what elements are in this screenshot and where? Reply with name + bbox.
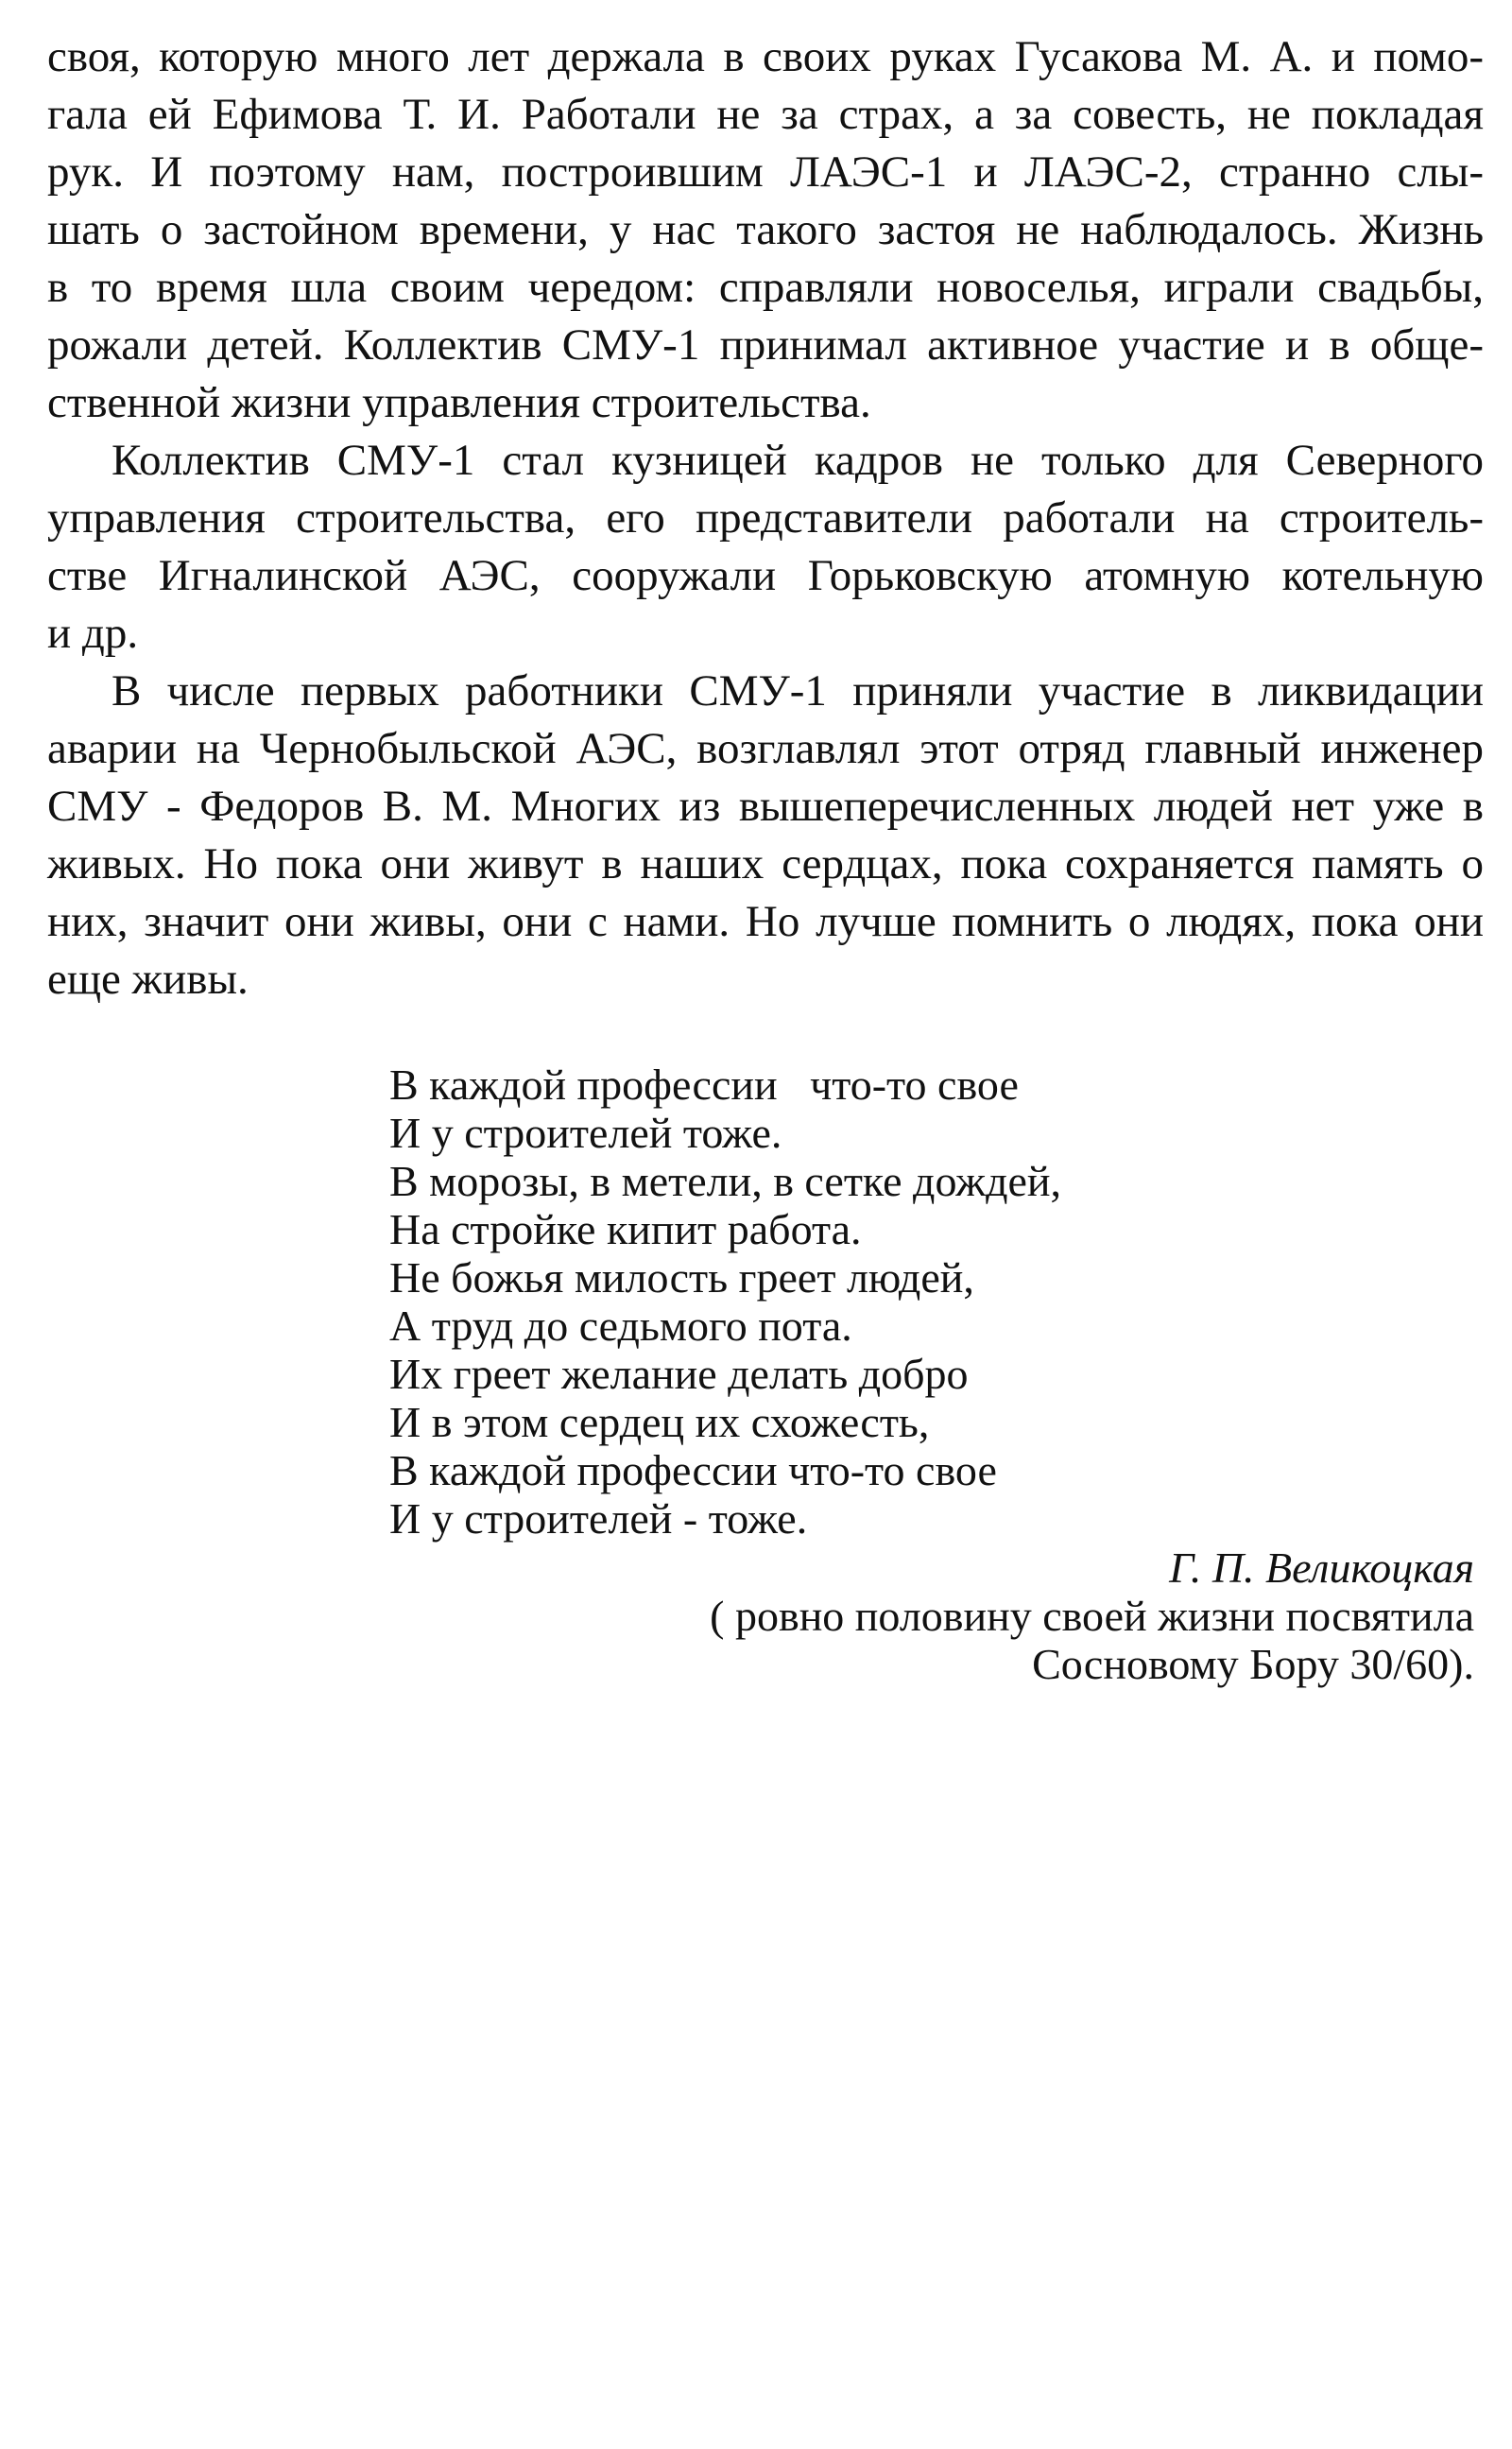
text-line: живых. Но пока они живут в наших сердцах, пока сохраняется память о <box>47 839 1484 888</box>
text-line: в то время шла своим чередом: справляли новоселья, играли свадьбы, <box>47 263 1484 312</box>
poem-line: В каждой профессии что-то свое <box>389 1446 997 1494</box>
poem-line: На стройке кипит работа. <box>389 1205 862 1253</box>
poem-line: В морозы, в метели, в сетке дождей, <box>389 1157 1062 1205</box>
text-line: и др. <box>47 609 139 658</box>
text-line: шать о застойном времени, у нас такого застоя не наблюдалось. Жизнь <box>47 205 1484 254</box>
text-line: рожали детей. Коллектив СМУ-1 принимал активное участие и в обще- <box>47 320 1484 370</box>
text-line: своя, которую много лет держала в своих руках Гусакова М. А. и помо- <box>47 32 1484 81</box>
poem-line: В каждой профессии что-то свое <box>389 1061 1019 1109</box>
poem-line: И у строителей - тоже. <box>389 1494 808 1543</box>
poem-line: И у строителей тоже. <box>389 1109 782 1157</box>
text-line: еще живы. <box>47 955 249 1004</box>
text-line: Коллектив СМУ-1 стал кузницей кадров не только для Северного <box>112 436 1484 485</box>
author-note-line: Сосновому Бору 30/60). <box>1032 1640 1474 1688</box>
text-line: стве Игналинской АЭС, сооружали Горьковскую атомную котельную <box>47 551 1484 600</box>
text-line: СМУ - Федоров В. М. Многих из вышеперечисленных людей нет уже в <box>47 782 1484 831</box>
prose-body <box>47 28 1484 1009</box>
text-line: них, значит они живы, они с нами. Но лучше помнить о людях, пока они <box>47 897 1484 946</box>
poem-line: Не божья милость греет людей, <box>389 1253 974 1302</box>
text-line: рук. И поэтому нам, построившим ЛАЭС-1 и ЛАЭС-2, странно слы- <box>47 147 1484 197</box>
poem-line: И в этом сердец их схожесть, <box>389 1398 930 1446</box>
author-note-line: ( ровно половину своей жизни посвятила <box>710 1592 1474 1640</box>
poem-line: А труд до седьмого пота. <box>389 1302 852 1350</box>
text-line: ственной жизни управления строительства. <box>47 378 871 427</box>
paragraph-1 <box>47 28 1484 432</box>
text-line: управления строительства, его представители работали на строитель- <box>47 493 1484 543</box>
text-line: аварии на Чернобыльской АЭС, возглавлял этот отряд главный инженер <box>47 724 1484 773</box>
poem <box>389 1061 1108 1543</box>
poem-author: Г. П. Великоцкая <box>1169 1544 1474 1592</box>
text-line: В числе первых работники СМУ-1 приняли участие в ликвидации <box>112 666 1484 716</box>
poem-line: Их греет желание делать добро <box>389 1350 969 1398</box>
paragraph-3 <box>47 663 1484 1009</box>
text-line: гала ей Ефимова Т. И. Работали не за страх, а за совесть, не покладая <box>47 90 1484 139</box>
paragraph-2 <box>47 432 1484 663</box>
poem-signature <box>529 1544 1474 1688</box>
